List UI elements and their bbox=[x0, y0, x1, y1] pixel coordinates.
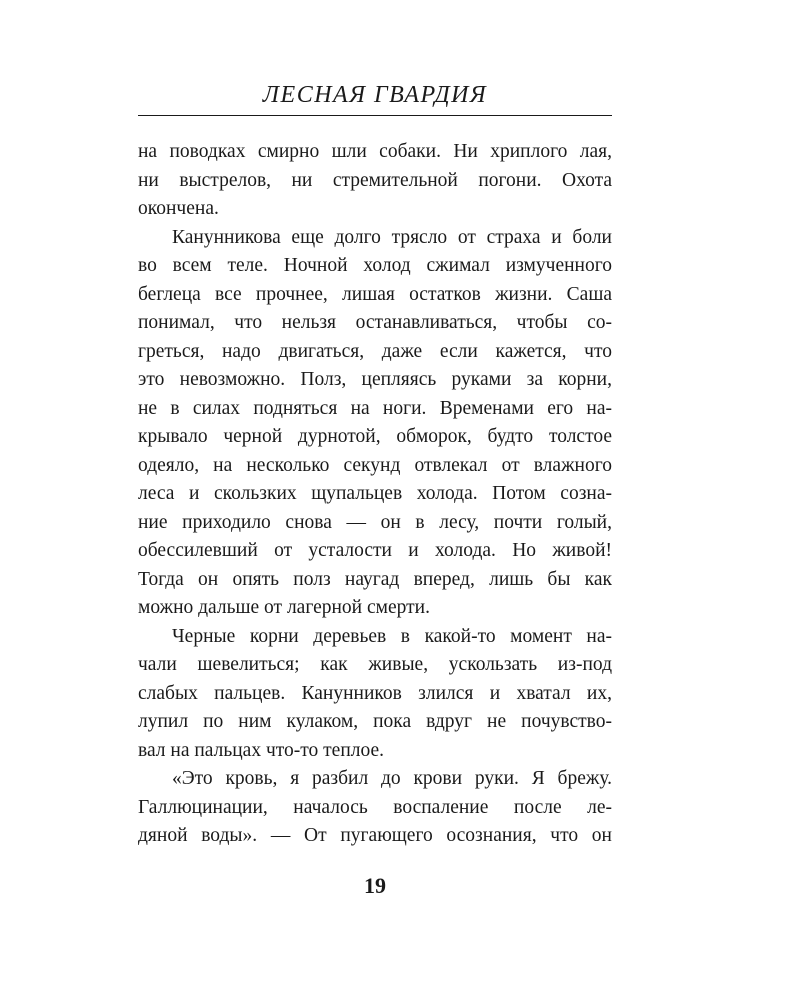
text-line: обессилевший от усталости и холода. Но живой! bbox=[138, 540, 612, 561]
text-line: одеяло, на несколько секунд отвлекал от влажного bbox=[138, 454, 612, 476]
text-line: окончена. bbox=[138, 198, 219, 219]
text-line: крывало черной дурнотой, обморок, будто толстое bbox=[138, 426, 612, 447]
text-line: слабых пальцев. Канунников злился и хватал их, bbox=[138, 682, 612, 704]
running-head-title: ЛЕСНАЯ ГВАРДИЯ bbox=[262, 82, 488, 108]
text-line: Черные корни деревьев в какой-то момент на- bbox=[172, 625, 612, 647]
page-number: 19 bbox=[364, 873, 386, 898]
body-text bbox=[138, 138, 612, 851]
text-line: «Это кровь, я разбил до крови руки. Я брежу. bbox=[172, 768, 612, 789]
paragraph bbox=[138, 224, 612, 623]
text-line: лупил по ним кулаком, пока вдруг не почувство- bbox=[138, 711, 612, 732]
header-rule bbox=[138, 115, 612, 116]
text-line: дяной воды». — От пугающего осознания, что он bbox=[138, 825, 612, 846]
text-line: это невозможно. Полз, цепляясь руками за корни, bbox=[138, 369, 612, 390]
text-line: леса и скользких щупальцев холода. Потом созна- bbox=[138, 483, 612, 504]
text-line: ни выстрелов, ни стремительной погони. Охота bbox=[138, 169, 612, 191]
text-line: во всем теле. Ночной холод сжимал измученного bbox=[138, 255, 612, 276]
paragraph bbox=[138, 765, 612, 851]
paragraph bbox=[138, 138, 612, 224]
paragraph bbox=[138, 623, 612, 766]
text-line: Галлюцинации, началось воспаление после ле- bbox=[138, 796, 612, 818]
text-line: чали шевелиться; как живые, ускользать из-под bbox=[138, 654, 612, 675]
text-line: беглеца все прочнее, лишая остатков жизни. Саша bbox=[138, 283, 612, 305]
text-line: на поводках смирно шли собаки. Ни хриплого лая, bbox=[138, 141, 612, 162]
text-line: можно дальше от лагерной смерти. bbox=[138, 597, 430, 618]
text-line: ние приходило снова — он в лесу, почти голый, bbox=[138, 511, 612, 533]
text-line: вал на пальцах что-то теплое. bbox=[138, 739, 385, 761]
text-line: Канунникова еще долго трясло от страха и боли bbox=[172, 226, 612, 248]
text-line: греться, надо двигаться, даже если кажется, что bbox=[138, 340, 612, 362]
text-line: не в силах подняться на ноги. Временами его на- bbox=[138, 397, 612, 419]
text-line: понимал, что нельзя останавливаться, чтобы со- bbox=[138, 312, 612, 333]
text-line: Тогда он опять полз наугад вперед, лишь бы как bbox=[138, 568, 612, 590]
